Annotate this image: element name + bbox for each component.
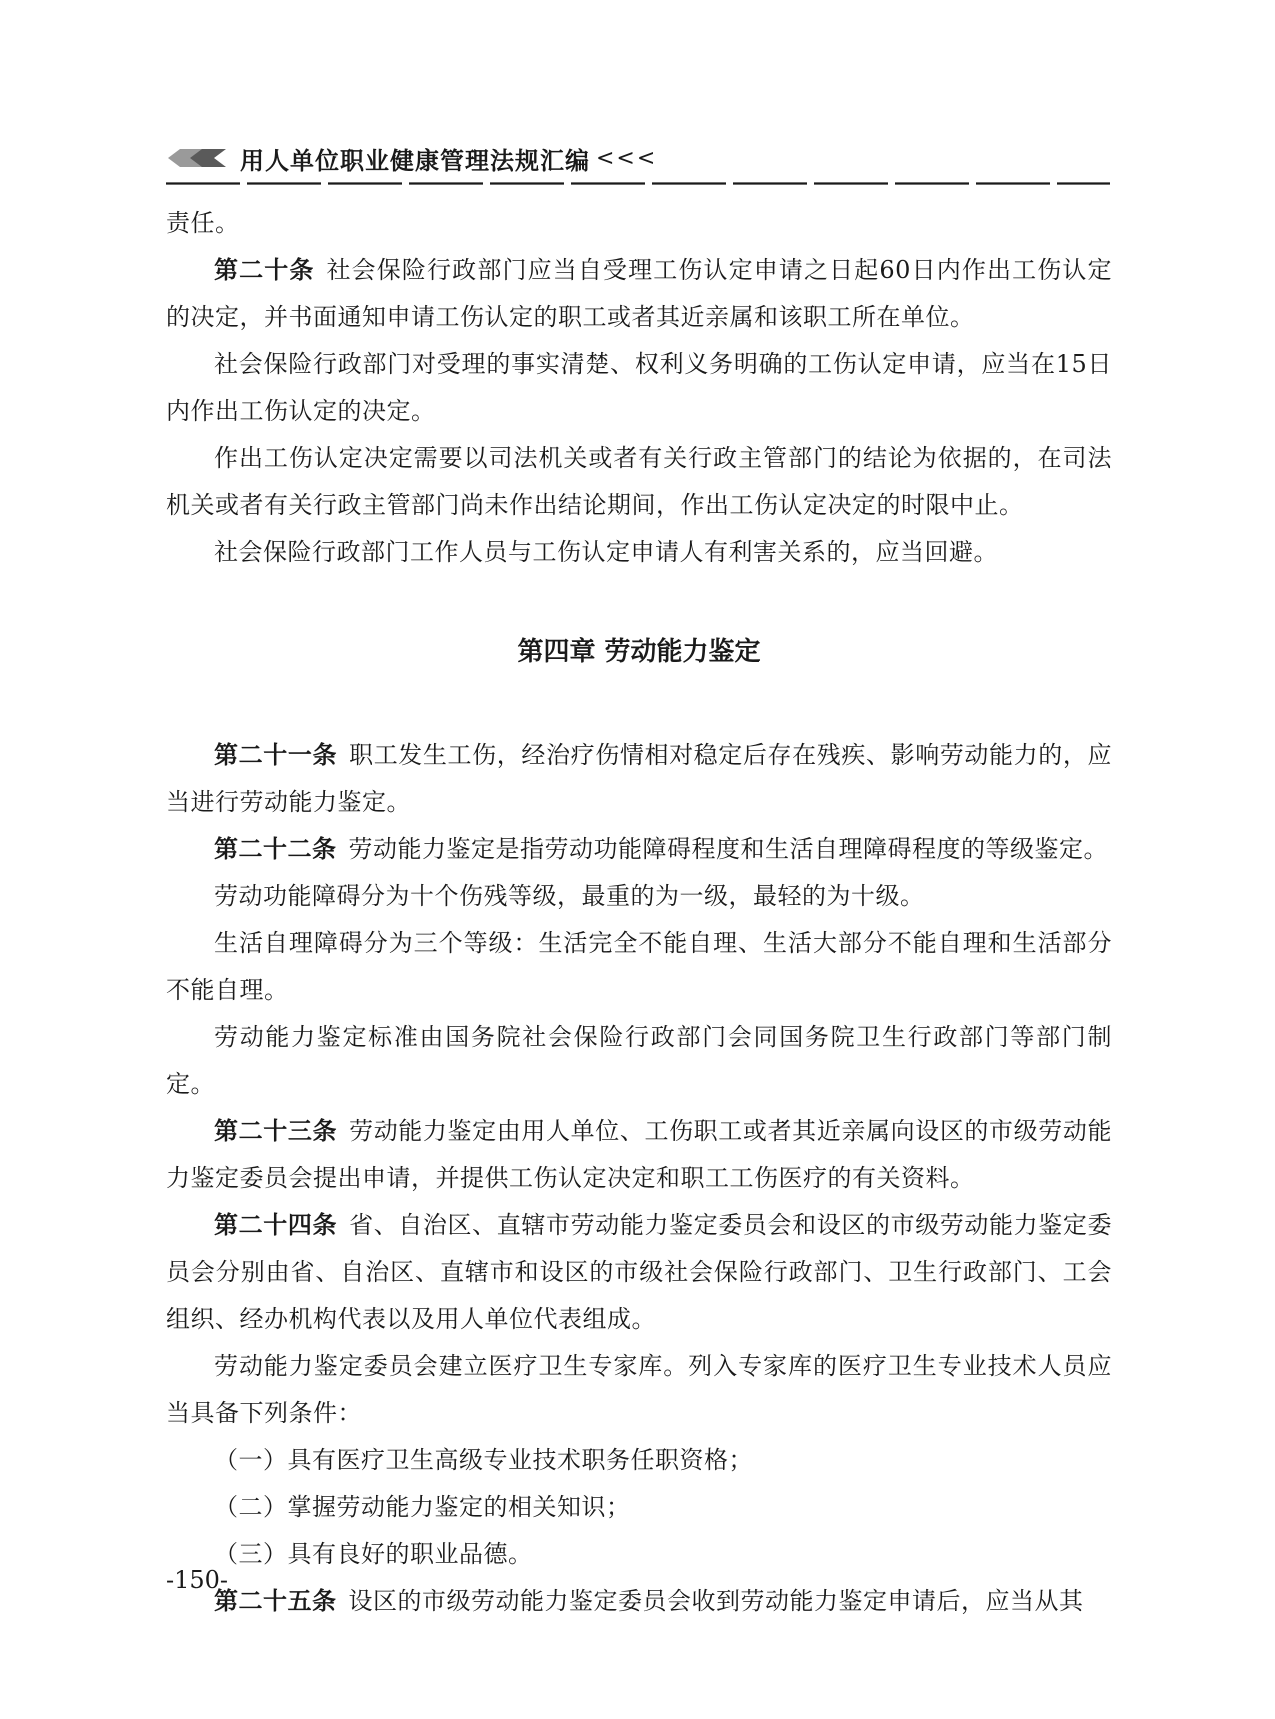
article-25 [166,1578,1112,1625]
paragraph: 作出工伤认定决定需要以司法机关或者有关行政主管部门的结论为依据的，在司法机关或者有关行政主管部门尚未作出结论期间，作出工伤认定决定的时限中止。 [166,444,1112,519]
article-text: 劳动能力鉴定由用人单位、工伤职工或者其近亲属向设区的市级劳动能力鉴定委员会提出申请，并提供工伤认定决定和职工工伤医疗的有关资料。 [166,1117,1113,1192]
article-number: 第二十五条 [214,1587,337,1615]
article-number: 第二十二条 [214,835,337,863]
paragraph: 社会保险行政部门对受理的事实清楚、权利义务明确的工伤认定申请，应当在15日内作出工伤认定的决定。 [166,350,1112,425]
article-number: 第二十三条 [214,1117,338,1145]
header-title: 用人单位职业健康管理法规汇编 [240,146,590,175]
article-number: 第二十条 [214,256,315,284]
article-text: 劳动能力鉴定是指劳动功能障碍程度和生活自理障碍程度的等级鉴定。 [348,835,1108,863]
article-text: 社会保险行政部门应当自受理工伤认定申请之日起60日内作出工伤认定的决定，并书面通知申请工伤认定的职工或者其近亲属和该职工所在单位。 [166,256,1112,331]
list-item: （三）具有良好的职业品德。 [214,1540,533,1568]
header-arrows: <<< [596,145,658,171]
article-number: 第二十一条 [214,741,338,769]
list-item: （一）具有医疗卫生高级专业技术职务任职资格； [214,1446,753,1474]
article-text: 省、自治区、直辖市劳动能力鉴定委员会和设区的市级劳动能力鉴定委员会分别由省、自治区、直辖市和设区的市级社会保险行政部门、卫生行政部门、工会组织、经办机构代表以及用人单位代表组成。 [166,1211,1113,1333]
paragraph: 责任。 [166,209,240,237]
article-20 [166,247,1112,341]
running-header [166,140,657,176]
paragraph: 劳动能力鉴定标准由国务院社会保险行政部门会同国务院卫生行政部门等部门制定。 [166,1023,1112,1098]
double-diamond-icon [166,145,232,171]
article-text: 职工发生工伤，经治疗伤情相对稳定后存在残疾、影响劳动能力的，应当进行劳动能力鉴定。 [166,741,1113,816]
article-24 [166,1202,1112,1343]
list-item: （二）掌握劳动能力鉴定的相关知识； [214,1493,631,1521]
paragraph: 劳动功能障碍分为十个伤残等级，最重的为一级，最轻的为十级。 [214,882,925,910]
paragraph: 劳动能力鉴定委员会建立医疗卫生专家库。列入专家库的医疗卫生专业技术人员应当具备下列条件： [166,1352,1112,1427]
paragraph: 社会保险行政部门工作人员与工伤认定申请人有利害关系的，应当回避。 [214,538,998,566]
article-text: 设区的市级劳动能力鉴定委员会收到劳动能力鉴定申请后，应当从其 [348,1587,1084,1615]
page-number: -150- [166,1566,229,1594]
paragraph: 生活自理障碍分为三个等级：生活完全不能自理、生活大部分不能自理和生活部分不能自理。 [166,929,1112,1004]
article-23 [166,1108,1112,1202]
article-number: 第二十四条 [214,1211,338,1239]
article-21 [166,732,1112,826]
chapter-heading: 第四章 劳动能力鉴定 [517,637,761,667]
header-dashed-rule [166,182,1110,185]
article-22 [166,826,1112,873]
page-body [166,200,1112,1625]
